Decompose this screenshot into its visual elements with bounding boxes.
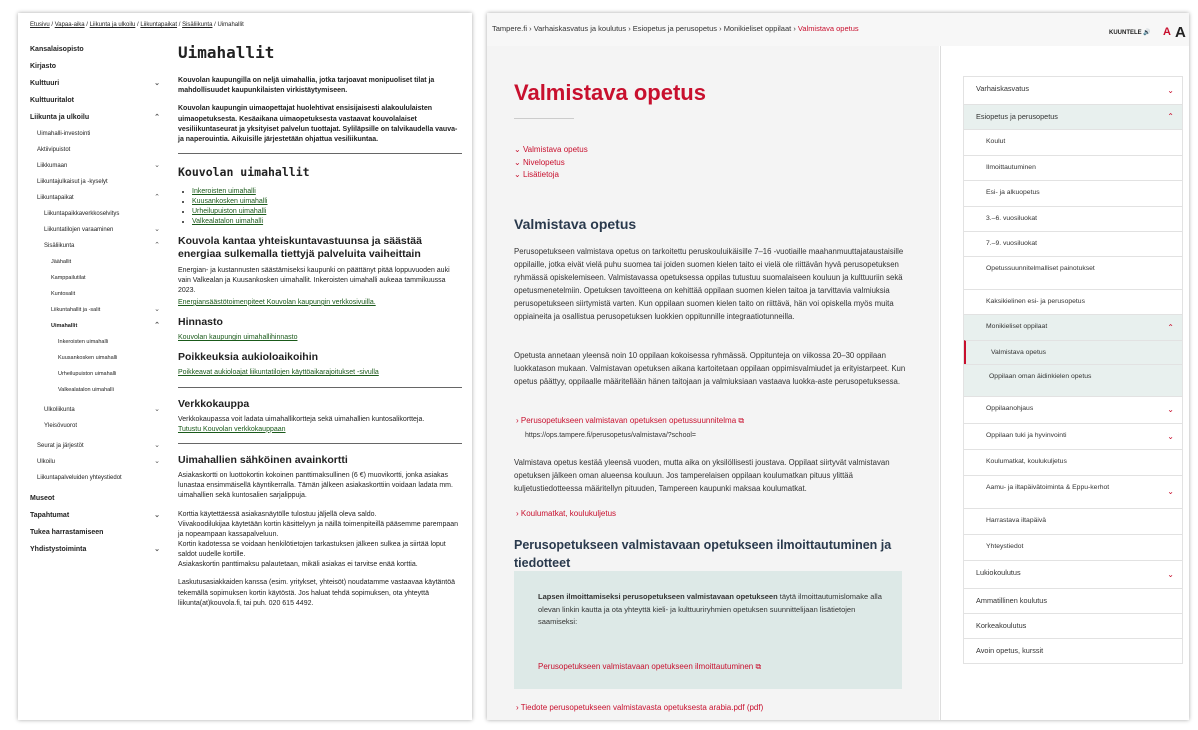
sidebar-item-label: Kulttuuritalot (30, 97, 74, 104)
anchor-label: Lisätietoja (522, 170, 559, 179)
sidebar-item-label: Oppilaan tuki ja hyvinvointi (986, 432, 1067, 439)
arabic-notice-link[interactable] (516, 703, 763, 712)
list-item (192, 197, 462, 207)
breadcrumb: Tampere.fi › Varhaiskasvatus ja koulutus › Esiopetus ja perusopetus › Monikieliset oppilaat › Valmistava opetus (492, 24, 859, 33)
anchor-label: Valmistava opetus (522, 145, 588, 154)
shop-link[interactable]: Tutustu Kouvolan verkkokauppaan (178, 425, 286, 433)
sidebar-item[interactable] (30, 490, 160, 507)
sidebar-item-label: Liikuntapaikkaverkkoselvitys (44, 211, 120, 217)
sidebar-item[interactable] (30, 75, 160, 92)
sidebar-item[interactable] (30, 524, 160, 541)
sidebar-item-label: Kaksikielinen esi- ja perusopetus (986, 298, 1085, 305)
sidebar-item[interactable] (30, 302, 160, 318)
divider (514, 118, 574, 119)
sidebar-item[interactable] (964, 534, 1182, 560)
divider (178, 153, 462, 154)
sidebar-item-label: Esiopetus ja perusopetus (976, 112, 1058, 121)
breadcrumb-link[interactable]: Varhaiskasvatus ja koulutus (533, 24, 627, 33)
sidebar-item[interactable] (30, 470, 160, 486)
sidebar-item-label: Kansalaisopisto (30, 46, 84, 53)
paragraph: Valmistava opetus kestää yleensä vuoden, mutta aika on yksilöllisesti joustava. Oppilaat siirtyvät valmistavan opetuksen jälkeen oman alueensa kouluun. Jos tamperelaisen oppilaan koulumatkan pituus ylittää kuljetustiedotteessa määritellyn pituuden, Tampereen kaupunki maksaa koulumatkat. (514, 458, 890, 493)
sidebar-item-label: Ulkoliikunta (44, 407, 75, 413)
sidebar-item[interactable] (30, 454, 160, 470)
sidebar-item-label: Liikuntapaikat (37, 195, 74, 201)
sidebar-item-label: Oppilaanohjaus (986, 405, 1034, 412)
sidebar-item-label: Inkeroisten uimahalli (58, 339, 109, 345)
sidebar-item-label: Uimahallit (51, 323, 78, 329)
sidebar-item-label: Museot (30, 495, 55, 502)
paragraph: Asiakaskortti on luottokortin kokoinen panttimaksullinen (6 €) muovikortti, jonka asiakas lunastaa ensimmäisellä käyntikerralla. Tämän jälkeen asiakaskorttiin voidaan ladata mm. uimahallien sekä kuntosalien sarjalippuja. (178, 472, 453, 500)
energy-link[interactable]: Energiansäästötoimenpiteet Kouvolan kaupungin verkkosivuilla. (178, 298, 376, 306)
sidebar-item-label: Valmistava opetus (991, 349, 1047, 356)
sidebar-item-label: Seurat ja järjestöt (37, 443, 84, 449)
section-heading: Poikkeuksia aukioloaikoihin (178, 351, 319, 364)
enrollment-link[interactable] (538, 662, 761, 672)
breadcrumb-current: Uimahallit (217, 22, 244, 28)
breadcrumb-link[interactable]: Liikunta ja ulkoilu (89, 22, 136, 28)
sidebar-item[interactable] (30, 126, 160, 142)
chevron-down-icon[interactable]: ⌄ (154, 406, 160, 413)
chevron-down-icon[interactable]: ⌄ (154, 80, 160, 87)
chevron-up-icon[interactable]: ⌃ (1167, 112, 1174, 121)
sidebar-item-label: Koulut (986, 138, 1006, 145)
link-label: Koulumatkat, koulukuljetus (520, 509, 617, 518)
divider (178, 443, 462, 444)
chevron-up-icon[interactable]: ⌃ (154, 114, 160, 121)
sidebar-item[interactable] (964, 206, 1182, 231)
sidebar-item-label: Uimahalli-investointi (37, 131, 91, 137)
sidebar-item-label: Aamu- ja iltapäivätoiminta & Eppu-kerhot (986, 484, 1110, 491)
price-link[interactable]: Kouvolan kaupungin uimahallihinnasto (178, 334, 298, 342)
sidebar-item[interactable] (964, 423, 1182, 449)
anchor-label: Nivelopetus (522, 157, 565, 167)
side-navigation (30, 41, 160, 558)
tampere-page-panel (487, 13, 1189, 720)
sidebar-item[interactable] (964, 231, 1182, 256)
sidebar-item-label: 3.–6. vuosiluokat (986, 215, 1038, 222)
hall-link[interactable]: Valkealatalon uimahalli (192, 218, 264, 226)
anchor-links (514, 144, 588, 182)
sidebar-item[interactable] (964, 508, 1182, 534)
sidebar-item[interactable] (964, 104, 1182, 129)
sidebar-item-label: Liikuntahallit ja -salit (51, 307, 101, 313)
lead-paragraph: Kouvolan kaupungin uimaopettajat huolehtivat ensisijaisesti alakoululaisten uimaopetuksesta. Kesäaikana uimaopetuksesta vastaavat kouvolalaiset vesiliikuntaseurat ja yksityiset palvelun tuottajat. Syliläpsille on talvikaudella vauva- ja naperouintia. Aikuisille järjestetään ohjattua vesiliikuntaa. (178, 105, 458, 143)
lead-paragraph: Kouvolan kaupungilla on neljä uimahallia, jotka tarjoavat monipuoliset tilat ja mahdollisuudet kaupunkilaisten virkistäytymiseen. (178, 77, 435, 95)
sidebar-item-label: Valkealatalon uimahalli (58, 387, 114, 393)
chevron-down-icon[interactable]: ⌄ (154, 546, 160, 553)
paragraph: Verkkokaupassa voit ladata uimahallikortteja sekä uimahallien kuntosalikortteja. (178, 415, 425, 423)
paragraph: Energian- ja kustannusten säästämiseksi kaupunki on päättänyt pitää loppuvuoden auki vain Valkealan ja Kuusankosken uimahallit. Inkeroisten uimahalli aukeaa tammikuussa 2023. (178, 266, 450, 294)
sidebar-item[interactable] (964, 256, 1182, 289)
link-label: Perusopetukseen valmistavaan opetukseen ilmoittautuminen (538, 662, 754, 671)
breadcrumb-link[interactable]: Liikuntapaikat (140, 22, 178, 28)
sidebar-item[interactable] (964, 77, 1182, 104)
sidebar-item-label: Harrastava iltapäivä (986, 517, 1047, 524)
sidebar-item[interactable] (30, 238, 160, 254)
paragraph: Korttia käytettäessä asiakasnäytölle tulostuu jäljellä oleva saldo. (178, 510, 377, 518)
section-heading: Kouvola kantaa yhteiskuntavastuunsa ja säästää energiaa sulkemalla tiettyjä palveluita vaiheittain (178, 235, 422, 261)
sidebar-item-label: Kirjasto (30, 63, 57, 70)
page-title: Valmistava opetus (514, 80, 706, 105)
sidebar-item-label: Urheilupuiston uimahalli (58, 371, 117, 377)
page-title: Uimahallit (178, 43, 275, 62)
sidebar-item-label: Liikunta ja ulkoilu (30, 114, 90, 121)
chevron-up-icon[interactable]: ⌃ (154, 242, 160, 249)
sidebar-item-label: Liikuntajulkaisut ja -kyselyt (37, 179, 108, 185)
sidebar-item-label: Liikkumaan (37, 163, 68, 169)
sidebar-item[interactable] (964, 449, 1182, 475)
sidebar-item[interactable] (30, 174, 160, 190)
chevron-down-icon: ⌄ (514, 170, 523, 179)
main-content (487, 46, 939, 720)
chevron-right-icon: › (516, 509, 521, 518)
sidebar-item-label: Tapahtumat (30, 512, 70, 519)
notice-bold: Lapsen ilmoittamiseksi perusopetukseen valmistavaan opetukseen (538, 592, 778, 601)
paragraph: Kortin kadotessa se voidaan henkilötietojen tarkastuksen jälkeen sulkea ja siirtää loput saldot uudelle kortille. (178, 540, 446, 559)
external-link-icon: ⧉ (736, 416, 745, 425)
paragraph: Asiakaskortin panttimaksu palautetaan, mikäli asiakas ei tarvitse enää korttia. (178, 561, 418, 569)
breadcrumb-link[interactable]: Etusivu (30, 22, 50, 28)
sidebar-item[interactable] (964, 340, 1182, 364)
sidebar-item-label: 7.–9. vuosiluokat (986, 240, 1038, 247)
sidebar-item[interactable] (964, 560, 1182, 588)
sidebar-item[interactable] (964, 129, 1182, 155)
sidebar-item[interactable] (30, 334, 160, 350)
external-link-icon: ⧉ (753, 662, 762, 671)
divider (178, 387, 462, 388)
sidebar-item-label: Sisäliikunta (44, 243, 75, 249)
sidebar-item[interactable] (30, 254, 160, 270)
chevron-up-icon[interactable]: ⌃ (154, 322, 160, 329)
sidebar-item[interactable] (30, 418, 160, 434)
list-item (192, 217, 462, 227)
sidebar-item-label: Lukiokoulutus (976, 568, 1021, 577)
section-sidebar (940, 46, 1189, 720)
anchor-link[interactable] (514, 169, 588, 182)
top-bar (487, 13, 1189, 46)
url-text: https://ops.tampere.fi/perusopetus/valmistava/?school= (525, 432, 697, 439)
anchor-link[interactable] (514, 157, 588, 170)
sidebar-item-label: Ilmoittautuminen (986, 164, 1036, 171)
transport-link[interactable] (516, 509, 616, 518)
breadcrumb-link[interactable]: Vapaa-aika (54, 22, 85, 28)
chevron-up-icon[interactable]: ⌃ (154, 194, 160, 201)
sidebar-item[interactable] (30, 350, 160, 366)
section-heading: Perusopetukseen valmistavaan opetukseen ilmoittautuminen ja tiedotteet (514, 538, 892, 570)
sidebar-item[interactable] (30, 58, 160, 75)
sidebar-item[interactable] (30, 270, 160, 286)
sidebar-item[interactable] (30, 318, 160, 334)
sidebar-item[interactable] (30, 366, 160, 382)
sidebar-item[interactable] (30, 507, 160, 524)
chevron-down-icon[interactable]: ⌄ (1167, 431, 1174, 441)
sidebar-item[interactable] (964, 396, 1182, 423)
hall-link[interactable]: Kuusankosken uimahalli (192, 197, 268, 205)
sidebar-item-label: Liikuntatilojen varaaminen (44, 227, 114, 233)
section-heading: Verkkokauppa (178, 397, 250, 410)
sidebar-item-label: Koulumatkat, koulukuljetus (986, 458, 1067, 465)
sidebar-item[interactable] (964, 638, 1182, 663)
notice-text (538, 591, 888, 629)
sidebar-item-label: Liikuntapalveluiden yhteystiedot (37, 475, 122, 481)
chevron-down-icon[interactable]: ⌄ (154, 162, 160, 169)
list-item (192, 207, 462, 217)
sidebar-item[interactable] (964, 289, 1182, 314)
paragraph: Opetusta annetaan yleensä noin 10 oppilaan kokoisessa ryhmässä. Oppitunteja on viikossa 20–30 oppilaan luokkatason mukaan. Valmistavan opetuksen aikana kartoitetaan oppilaan oppimisvalmiudet ja erityistarpeet. Kun opetus päättyy, oppilaalle määritellään hänen taitojaan ja valmiuksiaan vastaava luokka-aste perusopetuksessa. (514, 351, 906, 386)
sidebar-item-label: Esi- ja alkuopetus (986, 189, 1040, 196)
chevron-up-icon[interactable]: ⌃ (1167, 322, 1174, 332)
list-item (192, 187, 462, 197)
chevron-down-icon[interactable]: ⌄ (154, 512, 160, 519)
link-label: Tiedote perusopetukseen valmistavasta opetuksesta arabia.pdf (pdf) (520, 703, 764, 712)
chevron-down-icon[interactable]: ⌄ (154, 458, 160, 465)
sidebar-item[interactable] (30, 41, 160, 58)
sidebar-item-label: Yhdistystoiminta (30, 546, 87, 553)
sidebar-item[interactable] (964, 475, 1182, 508)
sidebar-item[interactable] (964, 155, 1182, 180)
sidebar-item-label: Jäähallit (51, 259, 72, 265)
breadcrumb-link[interactable]: Monikieliset oppilaat (723, 24, 792, 33)
sidebar-item[interactable] (30, 206, 160, 222)
section-heading: Valmistava opetus (514, 216, 637, 232)
sidebar-item-label: Kamppailutilat (51, 275, 86, 281)
sidebar-item-label: Yhteystiedot (986, 543, 1024, 550)
breadcrumb-link[interactable]: Tampere.fi (492, 24, 528, 33)
font-size-large-button[interactable]: A (1175, 24, 1186, 41)
sidebar-item[interactable] (30, 438, 160, 454)
chevron-right-icon: › (516, 703, 521, 712)
sidebar-nav (963, 76, 1183, 664)
sidebar-item[interactable] (30, 92, 160, 109)
sidebar-item-label: Ammatillinen koulutus (976, 596, 1047, 605)
chevron-down-icon[interactable]: ⌄ (1167, 487, 1174, 496)
sidebar-item-label: Opetussuunnitelmalliset painotukset (986, 265, 1095, 272)
speaker-icon: 🔊 (1143, 30, 1151, 36)
curriculum-link[interactable] (516, 416, 744, 426)
breadcrumb: Etusivu / Vapaa-aika / Liikunta ja ulkoilu / Liikuntapaikat / Sisäliikunta / Uimahallit (30, 22, 244, 28)
chevron-down-icon[interactable]: ⌄ (154, 306, 160, 313)
sidebar-item[interactable] (30, 402, 160, 418)
hall-link[interactable]: Urheilupuiston uimahalli (192, 207, 267, 215)
sidebar-item-label: Yleisövuorot (44, 423, 78, 429)
chevron-down-icon[interactable]: ⌄ (154, 442, 160, 449)
sidebar-item-label: Varhaiskasvatus (976, 84, 1029, 93)
sidebar-item-label: Oppilaan oman äidinkielen opetus (989, 373, 1092, 380)
sidebar-item-label: Monikieliset oppilaat (986, 323, 1048, 330)
sidebar-item-label: Kulttuuri (30, 80, 60, 87)
section-heading: Kouvolan uimahallit (178, 165, 310, 180)
sidebar-item-label: Ulkoilu (37, 459, 56, 465)
kouvola-page-panel (18, 13, 472, 720)
sidebar-item[interactable] (964, 588, 1182, 613)
main-content (178, 41, 462, 617)
chevron-down-icon: ⌄ (514, 157, 523, 167)
breadcrumb-link[interactable]: Sisäliikunta (182, 22, 213, 28)
notice-box (514, 571, 902, 689)
sidebar-item[interactable] (30, 541, 160, 558)
listen-label: KUUNTELE (1109, 30, 1142, 36)
anchor-link[interactable] (514, 144, 588, 157)
sidebar-item[interactable] (30, 190, 160, 206)
section-heading: Uimahallien sähköinen avainkortti (178, 454, 348, 467)
halls-list (178, 187, 462, 228)
sidebar-item-label: Kuusankosken uimahalli (58, 355, 118, 361)
section-heading: Hinnasto (178, 316, 223, 329)
sidebar-item[interactable] (30, 142, 160, 158)
listen-button[interactable] (1109, 29, 1151, 36)
exceptions-link[interactable]: Poikkeavat aukioloajat liikuntatilojen käyttöaikarajoitukset -sivulla (178, 369, 379, 377)
sidebar-item[interactable] (964, 613, 1182, 638)
sidebar-item-label: Tukea harrastamiseen (30, 529, 104, 536)
sidebar-item[interactable] (30, 109, 160, 126)
breadcrumb-link[interactable]: Esiopetus ja perusopetus (632, 24, 718, 33)
sidebar-item[interactable] (964, 314, 1182, 340)
paragraph: Laskutusasiakkaiden kanssa (esim. yritykset, yhteisöt) noudatamme vastaavaa käytäntöä tekemällä sopimuksen kortin käytöstä. Jos haluat tehdä sopimuksen, ota yhteyttä liikunta(at)kouvola.fi, tai puh. 020 615 4492. (178, 579, 456, 607)
chevron-down-icon: ⌄ (514, 145, 523, 154)
paragraph: Viivakoodilukijaa käytetään kortin käsittelyyn ja näillä toimenpiteillä pääsemme parempaan ja nopeampaan kassapalveluun. (178, 520, 459, 538)
hall-link[interactable]: Inkeroisten uimahalli (192, 187, 256, 195)
chevron-down-icon[interactable]: ⌄ (1167, 85, 1174, 95)
sidebar-item[interactable] (964, 364, 1182, 396)
sidebar-item[interactable] (30, 286, 160, 302)
sidebar-item[interactable] (964, 180, 1182, 206)
chevron-down-icon[interactable]: ⌄ (154, 226, 160, 233)
sidebar-item-label: Korkeakoulutus (976, 621, 1027, 630)
font-size-small-button[interactable]: A (1163, 26, 1171, 38)
chevron-down-icon[interactable]: ⌄ (1167, 569, 1174, 579)
chevron-right-icon: › (516, 416, 521, 425)
chevron-down-icon[interactable]: ⌄ (1167, 405, 1174, 414)
sidebar-item-label: Aktiivipuistot (37, 147, 71, 153)
breadcrumb-current: Valmistava opetus (797, 24, 859, 33)
sidebar-item[interactable] (30, 222, 160, 238)
sidebar-item[interactable] (30, 158, 160, 174)
notice-rest: täytä ilmoittautumislomake alla olevan linkin kautta ja ota yhteyttä kieli- ja kulttuuriryhmien opetuksen suunnittelijaan lisätietojen saamiseksi: (538, 592, 882, 626)
link-label: Perusopetukseen valmistavan opetuksen opetussuunnitelma (520, 416, 737, 425)
paragraph: Perusopetukseen valmistava opetus on tarkoitettu peruskouluikäisille 7–16 -vuotiaille maahanmuuttajataustaisille oppilaille, jotka eivät vielä puhu suomea tai joiden suomen kielen taito ei vielä ole riittävän hyvä perusopetuksen ryhmässä opiskelemiseen. Valmistavassa opetuksessa oppilas tutustuu suomalaiseen kouluun ja kulttuuriin sekä opetusmenetelmiin. Opetuksen tavoitteena on kehittää oppilaan suomen kielen taitoa ja tarvittavia valmiuksia perusopetukseen siirtymistä varten. Kun oppilaan suomen kielen taito on riittävä, hän voi opiskella myös muita oppiaineita ja osallistua perusopetuksen luokkien oppitunnille integraatiotunneilla. (514, 247, 904, 321)
sidebar-item[interactable] (30, 382, 160, 398)
sidebar-item-label: Kuntosalit (51, 291, 76, 297)
sidebar-item-label: Avoin opetus, kurssit (976, 646, 1044, 655)
